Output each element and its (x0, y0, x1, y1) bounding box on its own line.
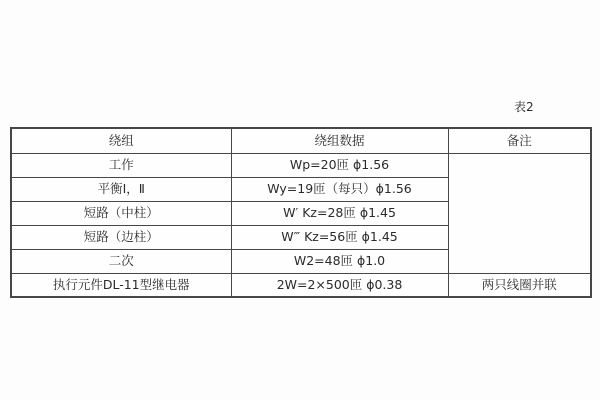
winding-cell: 工作 (11, 153, 231, 177)
winding-data-cell: Wp=20匝 ϕ1.56 (231, 153, 448, 177)
winding-cell: 短路（中柱） (11, 201, 231, 225)
winding-data-cell: Wy=19匝（每只）ϕ1.56 (231, 177, 448, 201)
table-row (11, 153, 591, 177)
winding-data-cell: W2=48匝 ϕ1.0 (231, 249, 448, 273)
winding-data-table (10, 127, 592, 298)
table-row (11, 273, 591, 297)
table-caption: 表2 (514, 100, 534, 114)
remark-merged-cell (448, 153, 591, 273)
winding-data-cell: W′ Kz=28匝 ϕ1.45 (231, 201, 448, 225)
winding-cell: 短路（边柱） (11, 225, 231, 249)
winding-data-cell: W‴ Kz=56匝 ϕ1.45 (231, 225, 448, 249)
remark-cell: 两只线圈并联 (448, 273, 591, 297)
col-header-remark: 备注 (448, 128, 591, 153)
winding-cell: 平衡Ⅰ，Ⅱ (11, 177, 231, 201)
winding-data-cell: 2W=2×500匝 ϕ0.38 (231, 273, 448, 297)
winding-cell: 二次 (11, 249, 231, 273)
col-header-winding: 绕组 (11, 128, 231, 153)
winding-cell: 执行元件DL-11型继电器 (11, 273, 231, 297)
col-header-winding-data: 绕组数据 (231, 128, 448, 153)
header-row (11, 128, 591, 153)
